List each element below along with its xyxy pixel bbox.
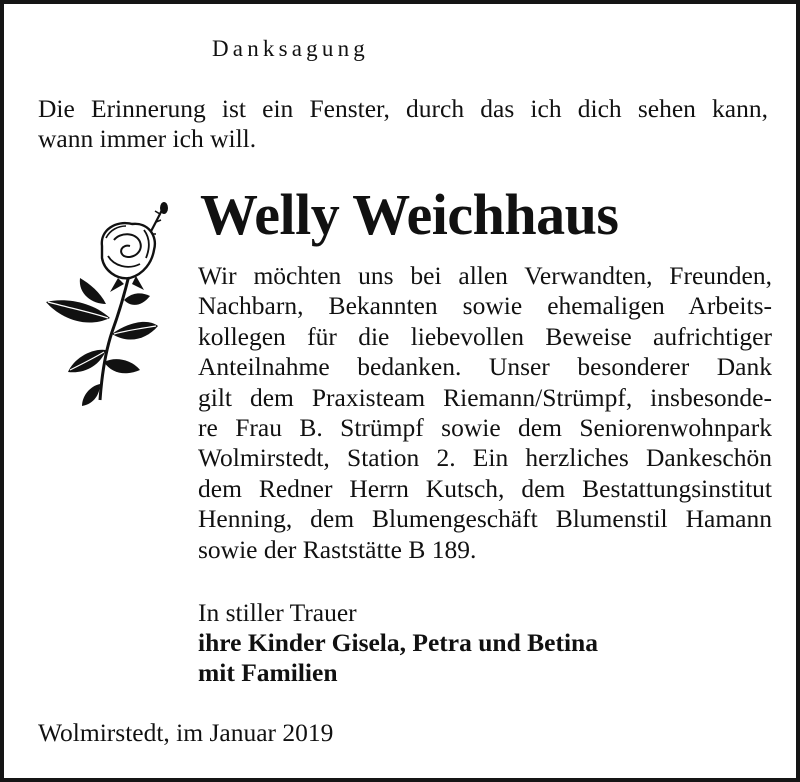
message-line: gilt dem Praxisteam Riemann/Strümpf, insbesonde- [198, 382, 772, 412]
message-line: sowie der Raststätte B 189. [198, 534, 477, 564]
mourning-intro: In stiller Trauer [198, 598, 357, 627]
family-names: ihre Kinder Gisela, Petra und Betina [198, 628, 598, 657]
memorial-quote [38, 94, 768, 154]
quote-line-2: wann immer ich will. [38, 124, 257, 153]
message-line: Wolmirstedt, Station 2. Ein herzliches Dankeschön [198, 443, 772, 473]
message-line: Henning, dem Blumengeschäft Blumenstil Hamann [198, 504, 772, 534]
quote-line-1: Die Erinnerung ist ein Fenster, durch das ich dich sehen kann, [38, 94, 768, 123]
message-line: Anteilnahme bedanken. Unser besonderer Dank [198, 352, 772, 382]
notice-heading: Danksagung [212, 36, 369, 61]
message-line: Wir möchten uns bei allen Verwandten, Freunden, [198, 261, 772, 290]
thanks-message [198, 261, 772, 565]
message-line: dem Redner Herrn Kutsch, dem Bestattungsinstitut [198, 473, 772, 503]
message-line: Nachbarn, Bekannten sowie ehemaligen Arbeits- [198, 291, 772, 321]
place-date: Wolmirstedt, im Januar 2019 [38, 718, 334, 747]
mourning-signature [198, 598, 598, 688]
message-line: kollegen für die liebevollen Beweise aufrichtiger [198, 321, 772, 351]
rose-icon [40, 200, 178, 410]
deceased-name: Welly Weichhaus [200, 182, 619, 247]
family-suffix: mit Familien [198, 658, 338, 687]
message-line: re Frau B. Strümpf sowie dem Seniorenwohnpark [198, 413, 772, 443]
